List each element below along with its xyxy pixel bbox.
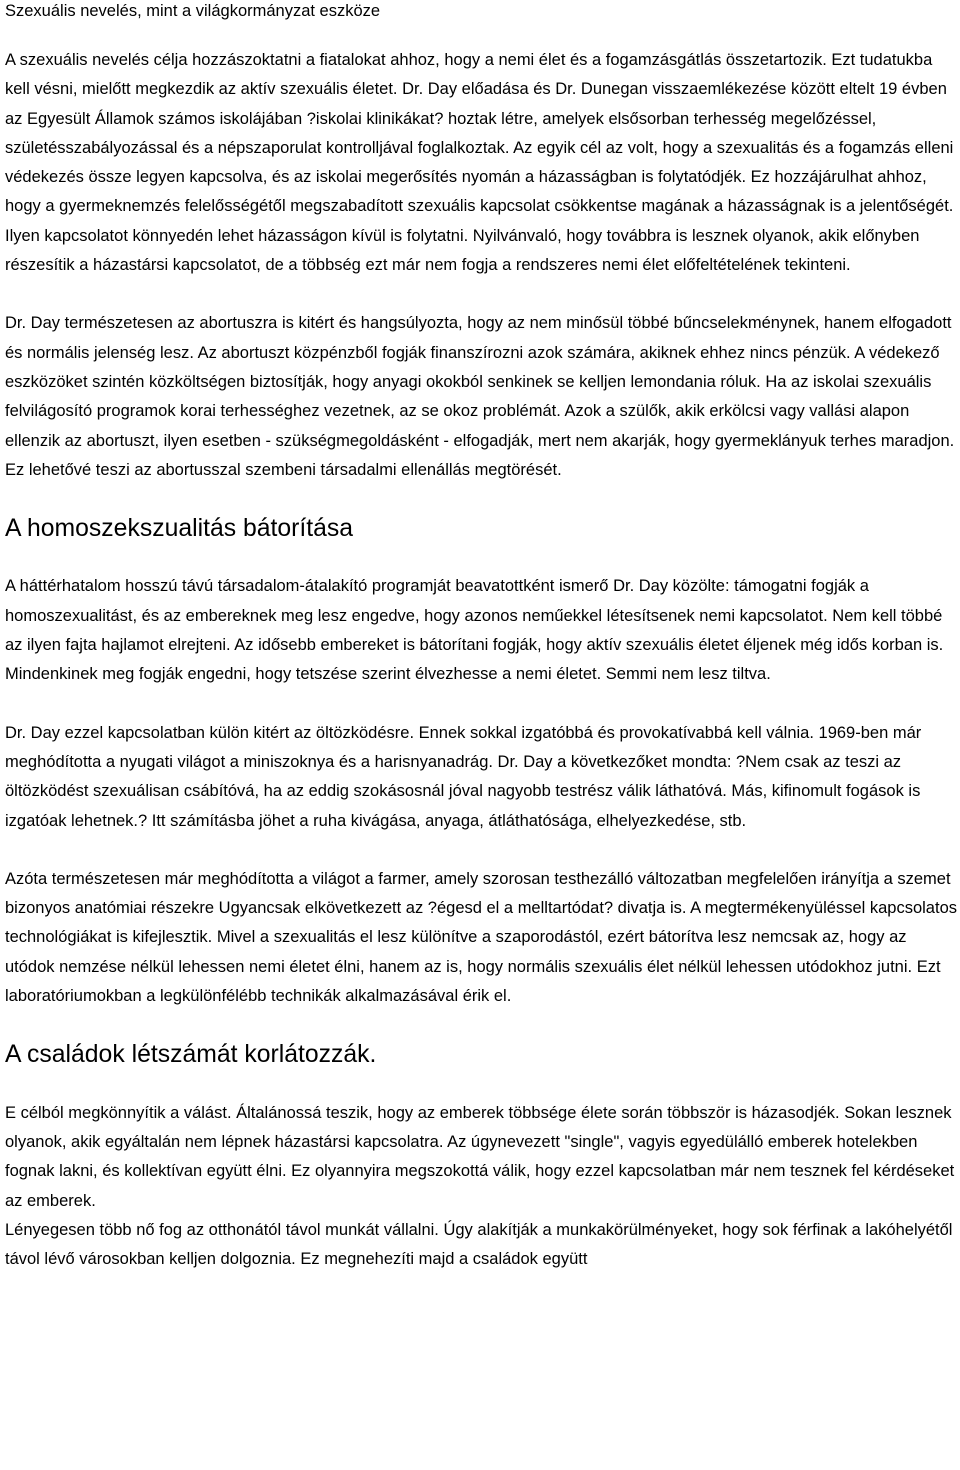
document-title: Szexuális nevelés, mint a világkormányzat eszköze — [5, 2, 381, 20]
spacer — [5, 690, 957, 719]
paragraph-homosexuality: A háttérhatalom hosszú távú társadalom-átalakító programját beavatottként ismerő Dr. Day közölte: támogatni fogják a homoszexualitást, és az embereknek meg lesz engedve, hogy azonos neműekkel létesítsenek nemi kapcsolatot. Nem kell többé az ilyen fajta hajlamot elrejteni. Az idősebb embereket is bátorítani fogják, hogy aktív szexuális életet éljenek még idős korban is. Mindenkinek meg fogják engedni, hogy tetszése szerint élvezhesse a nemi életet. Semmi nem lesz tiltva. — [5, 577, 944, 684]
spacer — [5, 1070, 957, 1099]
paragraph-abortion: Dr. Day természetesen az abortuszra is kitért és hangsúlyozta, hogy az nem minősül többé bűncselekménynek, hanem elfogadott és normális jelenség lesz. Az abortuszt közpénzből fogják finanszírozni azok számára, akiknek ehhez nincs pénzük. A védekező eszközöket szintén közköltségen biztosítják, hogy anyagi okokból senkinek se kelljen lemondania róluk. Ha az iskolai szexuális felvilágosító programok korai terhességhez vezetnek, az se okoz problémát. Azok a szülők, akik erkölcsi vagy vallási alapon ellenzik az abortuszt, ilyen esetben - szükségmegoldásként - elfogadják, mert nem akarják, hogy gyermeklányuk terhes maradjon. Ez lehetővé teszi az abortusszal szembeni társadalmi ellenállás megtörését. — [5, 314, 955, 479]
document-page — [5, 0, 957, 1274]
paragraph-women-work: Lényegesen több nő fog az otthonától távol munkát vállalni. Úgy alakítják a munkakörülményeket, hogy sok férfinak a lakóhelyétől távol lévő városokban kelljen dolgoznia. Ez megnehezíti majd a családok együtt — [5, 1220, 953, 1269]
paragraph-clothing: Dr. Day ezzel kapcsolatban külön kitért az öltözködésre. Ennek sokkal izgatóbbá és provokatívabbá kell válnia. 1969-ben már meghódította a nyugati világot a miniszoknya és a harisnyanadrág. Dr. Day a következőket mondta: ?Nem csak az teszi az öltözködést szexuálisan csábítóvá, ha az eddig szokásosnál jóval nagyobb testrész válik láthatóvá. Más, kifinomult fogások is izgatóak lehetnek.? Itt számításba jöhet a ruha kivágása, anyaga, átláthatósága, elhelyezkedése, stb. — [5, 723, 922, 830]
spacer — [5, 543, 957, 572]
spacer — [5, 836, 957, 865]
paragraph-intro: A szexuális nevelés célja hozzászoktatni a fiatalokat ahhoz, hogy a nemi élet és a fogamzásgátlás összetartozik. Ezt tudatukba kell vésni, mielőtt megkezdik az aktív szexuális életet. Dr. Day előadása és Dr. Dunegan visszaemlékezése között eltelt 19 évben az Egyesült Államok számos iskolájában ?iskolai klinikákat? hoztak létre, amelyek elsősorban terhesség megelőzéssel, születésszabályozással és a népszaporulat kontrolljával foglalkoztak. Az egyik cél az volt, hogy a szexualitás és a fogamzás elleni védekezés össze legyen kapcsolva, és az iskolai megerősítés nyomán a házasságban is folytatódjék. Ez hozzájárulhat ahhoz, hogy a gyermeknemzés felelősségétől megszabadított szexuális kapcsolat csökkentse magának a házasságnak is a jelentőségét. Ilyen kapcsolatot könnyedén lehet házasságon kívül is folytatni. Nyilvánvaló, hogy továbbra is lesznek olyanok, akik előnyben részesítik a házastársi kapcsolatot, de a többség ezt már nem fogja a rendszeres nemi élet előfeltételének tekinteni. — [5, 51, 954, 275]
section-heading-homosexuality: A homoszekszualitás bátorítása — [5, 515, 354, 543]
spacer — [5, 485, 957, 514]
spacer — [5, 280, 957, 309]
spacer — [5, 22, 957, 46]
spacer — [5, 1011, 957, 1040]
section-heading-family: A családok létszámát korlátozzák. — [5, 1041, 377, 1069]
paragraph-divorce: E célból megkönnyítik a válást. Általánossá teszik, hogy az emberek többsége élete során többször is házasodjék. Sokan lesznek olyanok, akik egyáltalán nem lépnek házastársi kapcsolatra. Az úgynevezett "single", vagyis egyedülálló emberek hotelekben fognak lakni, és kollektívan együtt élni. Ez olyannyira megszokottá válik, hogy ezzel kapcsolatban már nem tesznek fel kérdéseket az emberek. — [5, 1103, 955, 1210]
paragraph-jeans: Azóta természetesen már meghódította a világot a farmer, amely szorosan testhezálló változatban megfelelően irányítja a szemet bizonyos anatómiai részekre Ugyancsak elkövetkezett az ?égesd el a melltartódat? divatja is. A megtermékenyüléssel kapcsolatos technológiákat is kifejlesztik. Mivel a szexualitás el lesz különítve a szaporodástól, ezért bátorítva lesz nemcsak az, hogy az utódok nemzése nélkül lehessen nemi életet élni, hanem az is, hogy normális szexuális élet nélkül lehessen utódokhoz jutni. Ezt laboratóriumokban a legkülönfélébb technikák alkalmazásával érik el. — [5, 869, 957, 1006]
